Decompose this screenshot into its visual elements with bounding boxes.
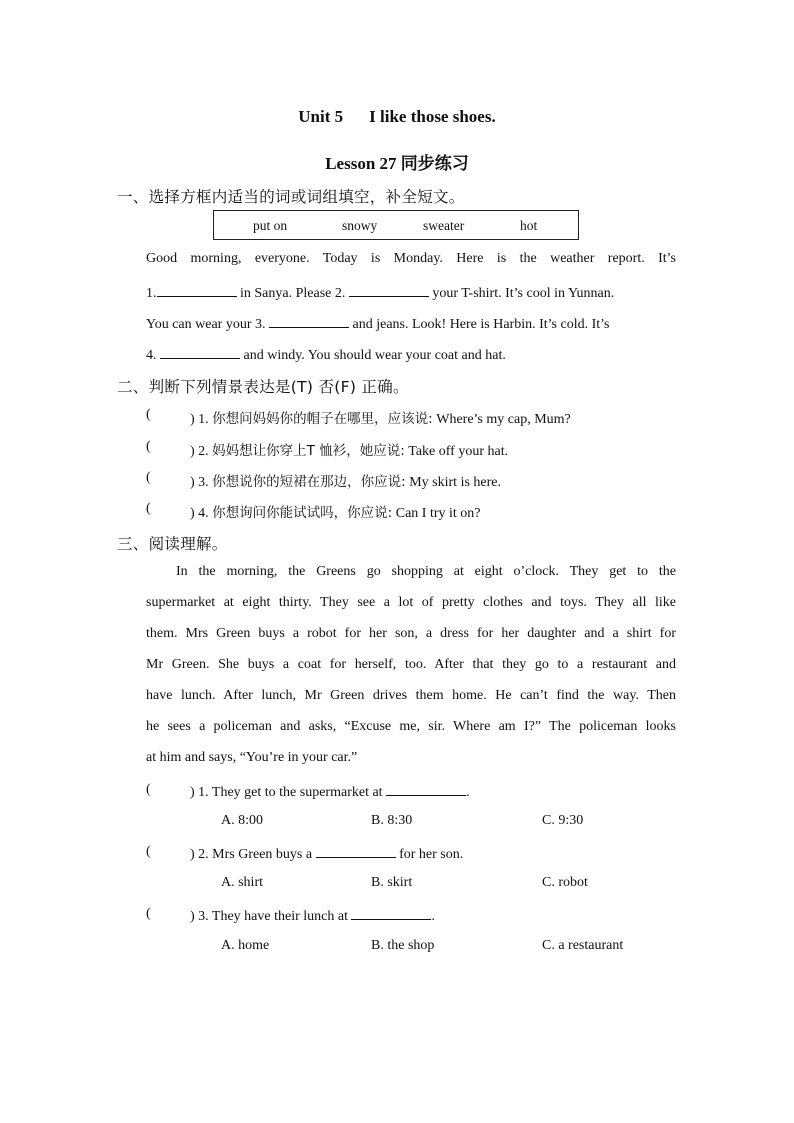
word-box-item: hot [520,218,538,233]
passage1-line: Good morning, everyone. Today is Monday. Here is the weather report. It’s [146,251,676,266]
reading-line: at him and says, “You’re in your car.” [146,750,358,765]
blank-4[interactable] [160,345,240,359]
reading-line: Mr Green. She buys a coat for herself, too. After that they go to a restaurant and [146,657,676,672]
option[interactable]: A. shirt [221,875,263,890]
option[interactable]: A. home [221,938,270,953]
unit-heading: I like those shoes. [369,107,496,126]
word-box [213,210,579,240]
passage1-line: 1. in Sanya. Please 2. your T-shirt. It’s cool in Yunnan. [146,283,676,302]
option[interactable]: C. robot [542,875,588,890]
section2-instruction: 二、判断下列情景表达是(T) 否(F) 正确。 [117,378,409,396]
unit-number: Unit 5 [298,107,344,126]
word-box-item: put on [253,218,288,233]
answer-paren[interactable]: ( [146,906,151,921]
answer-paren[interactable]: ( [146,844,151,859]
question: ) 2. Mrs Green buys a for her son. [190,844,463,863]
judge-item: ) 1. 你想问妈妈你的帽子在哪里，应该说: Where’s my cap, Mum? [190,411,571,427]
reading-line: them. Mrs Green buys a robot for her son, a dress for her daughter and a shirt for [146,626,676,641]
question-blank[interactable] [351,906,431,920]
blank-1[interactable] [157,283,237,297]
reading-line: supermarket at eight thirty. They see a lot of pretty clothes and toys. They all like [146,595,676,610]
blank-2[interactable] [349,283,429,297]
reading-line: he sees a policeman and asks, “Excuse me, sir. Where am I?” The policeman looks [146,719,676,734]
answer-paren[interactable]: ( [146,501,151,516]
option[interactable]: A. 8:00 [221,813,263,828]
word-box-item: sweater [423,218,465,233]
reading-line: have lunch. After lunch, Mr Green drives them home. He can’t find the way. Then [146,688,676,703]
passage1-line: 4. and windy. You should wear your coat and hat. [146,345,676,364]
judge-item: ) 4. 你想询问你能试试吗，你应说: Can I try it on? [190,505,481,521]
question-blank[interactable] [386,782,466,796]
section3-instruction: 三、阅读理解。 [117,535,228,553]
unit-title [0,107,794,127]
lesson-title: Lesson 27 同步练习 [325,154,469,173]
option[interactable]: B. the shop [371,938,435,953]
section1-instruction: 一、选择方框内适当的词或词组填空，补全短文。 [117,188,465,206]
reading-line: In the morning, the Greens go shopping at eight o’clock. They get to the [176,564,676,579]
word-box-item: snowy [342,218,378,233]
blank-3[interactable] [269,314,349,328]
answer-paren[interactable]: ( [146,439,151,454]
answer-paren[interactable]: ( [146,470,151,485]
question: ) 1. They get to the supermarket at . [190,782,470,801]
option[interactable]: C. a restaurant [542,938,624,953]
option[interactable]: B. skirt [371,875,413,890]
answer-paren[interactable]: ( [146,407,151,422]
option[interactable]: C. 9:30 [542,813,584,828]
passage1-line: You can wear your 3. and jeans. Look! Here is Harbin. It’s cold. It’s [146,314,676,333]
question: ) 3. They have their lunch at . [190,906,435,925]
option[interactable]: B. 8:30 [371,813,413,828]
judge-item: ) 3. 你想说你的短裙在那边，你应说: My skirt is here. [190,474,501,490]
question-blank[interactable] [316,844,396,858]
judge-item: ) 2. 妈妈想让你穿上T 恤衫，她应说: Take off your hat. [190,443,509,459]
answer-paren[interactable]: ( [146,782,151,797]
